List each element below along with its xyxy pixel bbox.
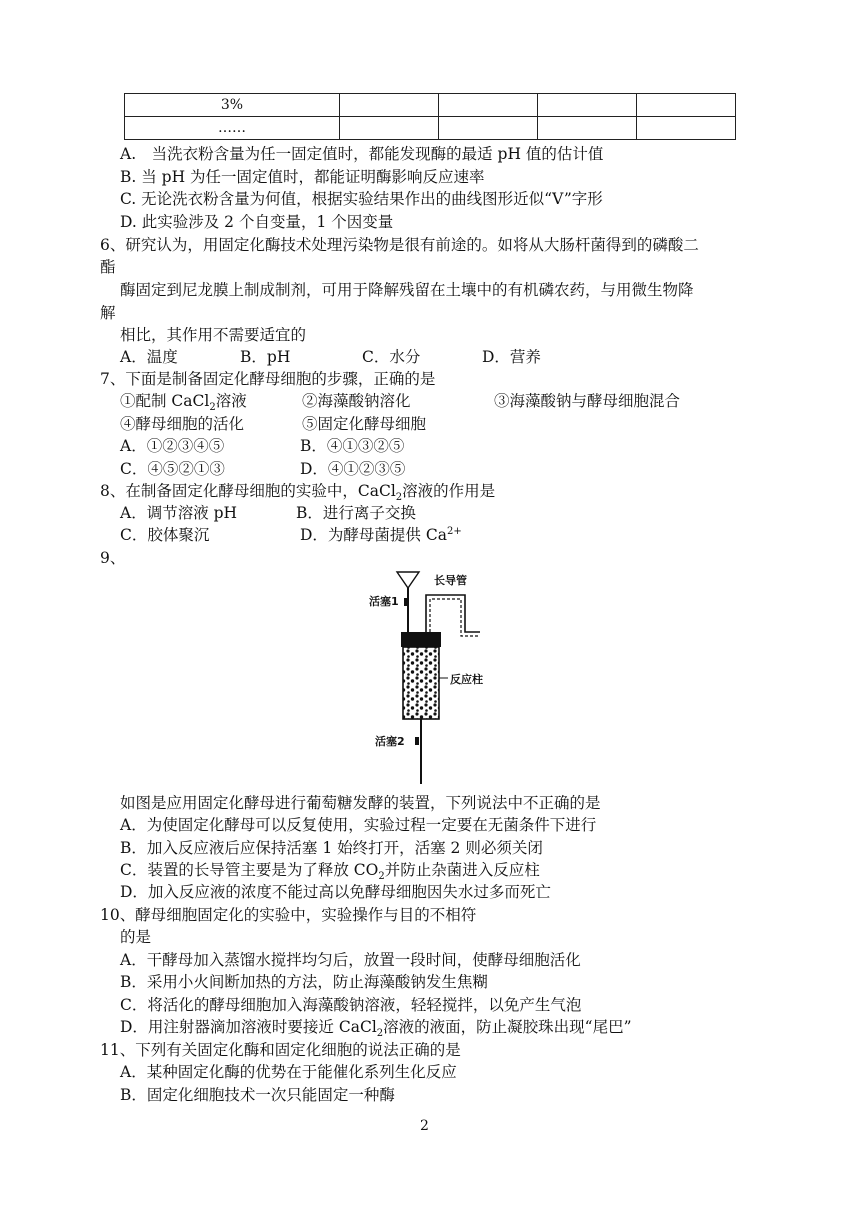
q9-option-a: A．为使固定化酵母可以反复使用，实验过程一定要在无菌条件下进行 — [120, 816, 597, 834]
q7-stem: 7、下面是制备固定化酵母细胞的步骤，正确的是 — [100, 370, 436, 388]
q5-option-b: B. 当 pH 为任一固定值时，都能证明酶影响反应速率 — [120, 168, 485, 186]
q6-stem-line5: 相比，其作用不需要适宜的 — [120, 326, 307, 344]
q6-option-b: B．pH — [240, 348, 291, 366]
q9-number: 9、 — [100, 549, 126, 567]
q11-option-a: A．某种固定化酶的优势在于能催化系列生化反应 — [120, 1063, 457, 1081]
q10-option-a: A．干酵母加入蒸馏水搅拌均匀后，放置一段时间，使酵母细胞活化 — [120, 951, 581, 969]
table-cell: 3% — [125, 94, 340, 117]
q7-step-4: ④酵母细胞的活化 — [120, 415, 245, 433]
q5-option-d: D. 此实验涉及 2 个自变量，1 个因变量 — [120, 213, 394, 231]
q6-stem-line3: 酶固定到尼龙膜上制成制剂，可用于降解残留在土壤中的有机磷农药，与用微生物降 — [120, 281, 694, 299]
table-cell — [538, 94, 637, 117]
q5-option-c: C. 无论洗衣粉含量为何值，根据实验结果作出的曲线图形近似“V”字形 — [120, 190, 603, 208]
q6-option-d: D．营养 — [482, 348, 541, 366]
q10-option-d: D．用注射器滴加溶液时要接近 CaCl$_2$溶液的液面，防止凝胶珠出现“尾巴” — [120, 1018, 632, 1040]
table-cell — [439, 117, 538, 140]
q9-option-b: B．加入反应液后应保持活塞 1 始终打开，活塞 2 则必须关闭 — [120, 839, 543, 857]
q7-option-c: C．④⑤②①③ — [120, 460, 225, 478]
table-row — [125, 94, 736, 117]
q9-option-c: C．装置的长导管主要是为了释放 $CO_2$并防止杂菌进入反应柱 — [120, 861, 540, 883]
q8-option-d: D．为酵母菌提供 $Ca^{2+}$ — [300, 525, 462, 544]
fermentation-apparatus-figure — [370, 568, 500, 786]
label-reaction-column: 反应柱 — [450, 673, 483, 686]
table-cell — [340, 94, 439, 117]
q5-option-a: A. 当洗衣粉含量为任一固定值时，都能发现酶的最适 pH 值的估计值 — [120, 145, 604, 163]
q6-stem-line2: 酯 — [100, 258, 116, 276]
page-number: 2 — [420, 1118, 429, 1134]
q8-option-c: C．胶体聚沉 — [120, 526, 210, 544]
q7-option-a: A．①②③④⑤ — [120, 437, 225, 455]
q9-stem: 如图是应用固定化酵母进行葡萄糖发酵的装置，下列说法中不正确的是 — [120, 794, 601, 812]
q6-stem-line1: 6、研究认为，用固定化酶技术处理污染物是很有前途的。如将从大肠杆菌得到的磷酸二 — [100, 236, 699, 254]
q10-stem-line1: 10、酵母细胞固定化的实验中，实验操作与目的不相符 — [100, 906, 477, 924]
q11-option-b: B．固定化细胞技术一次只能固定一种酶 — [120, 1086, 395, 1104]
q7-step-5: ⑤固定化酵母细胞 — [302, 415, 427, 433]
q10-stem-line2: 的是 — [120, 928, 152, 946]
q6-option-c: C．水分 — [362, 348, 421, 366]
q9-option-d: D．加入反应液的浓度不能过高以免酵母细胞因失水过多而死亡 — [120, 883, 551, 901]
q7-step-1: ①配制 CaCl$_2$溶液 — [120, 392, 247, 414]
table-cell — [637, 117, 736, 140]
q6-stem-line4: 解 — [100, 304, 116, 322]
label-long-tube: 长导管 — [434, 574, 467, 587]
q11-stem: 11、下列有关固定化酶和固定化细胞的说法正确的是 — [100, 1041, 461, 1059]
label-valve-2: 活塞2 — [375, 735, 405, 748]
q7-option-b: B．④①③②⑤ — [300, 437, 405, 455]
q7-step-2: ②海藻酸钠溶化 — [302, 392, 411, 410]
table-cell — [538, 117, 637, 140]
q10-option-c: C．将活化的酵母细胞加入海藻酸钠溶液，轻轻搅拌，以免产生气泡 — [120, 996, 582, 1014]
q10-option-b: B．采用小火间断加热的方法，防止海藻酸钠发生焦糊 — [120, 973, 488, 991]
q8-stem: 8、在制备固定化酵母细胞的实验中，CaCl$_2$溶液的作用是 — [100, 482, 496, 504]
table-cell — [637, 94, 736, 117]
table-cell — [439, 94, 538, 117]
q7-step-3: ③海藻酸钠与酵母细胞混合 — [494, 392, 681, 410]
q8-option-a: A．调节溶液 pH — [120, 504, 238, 522]
data-table — [124, 93, 736, 140]
label-valve-1: 活塞1 — [369, 595, 399, 608]
q6-option-a: A．温度 — [120, 348, 178, 366]
table-cell — [340, 117, 439, 140]
q8-option-b: B．进行离子交换 — [296, 504, 416, 522]
table-row — [125, 117, 736, 140]
table-cell: …… — [125, 117, 340, 140]
q7-option-d: D．④①②③⑤ — [300, 460, 406, 478]
